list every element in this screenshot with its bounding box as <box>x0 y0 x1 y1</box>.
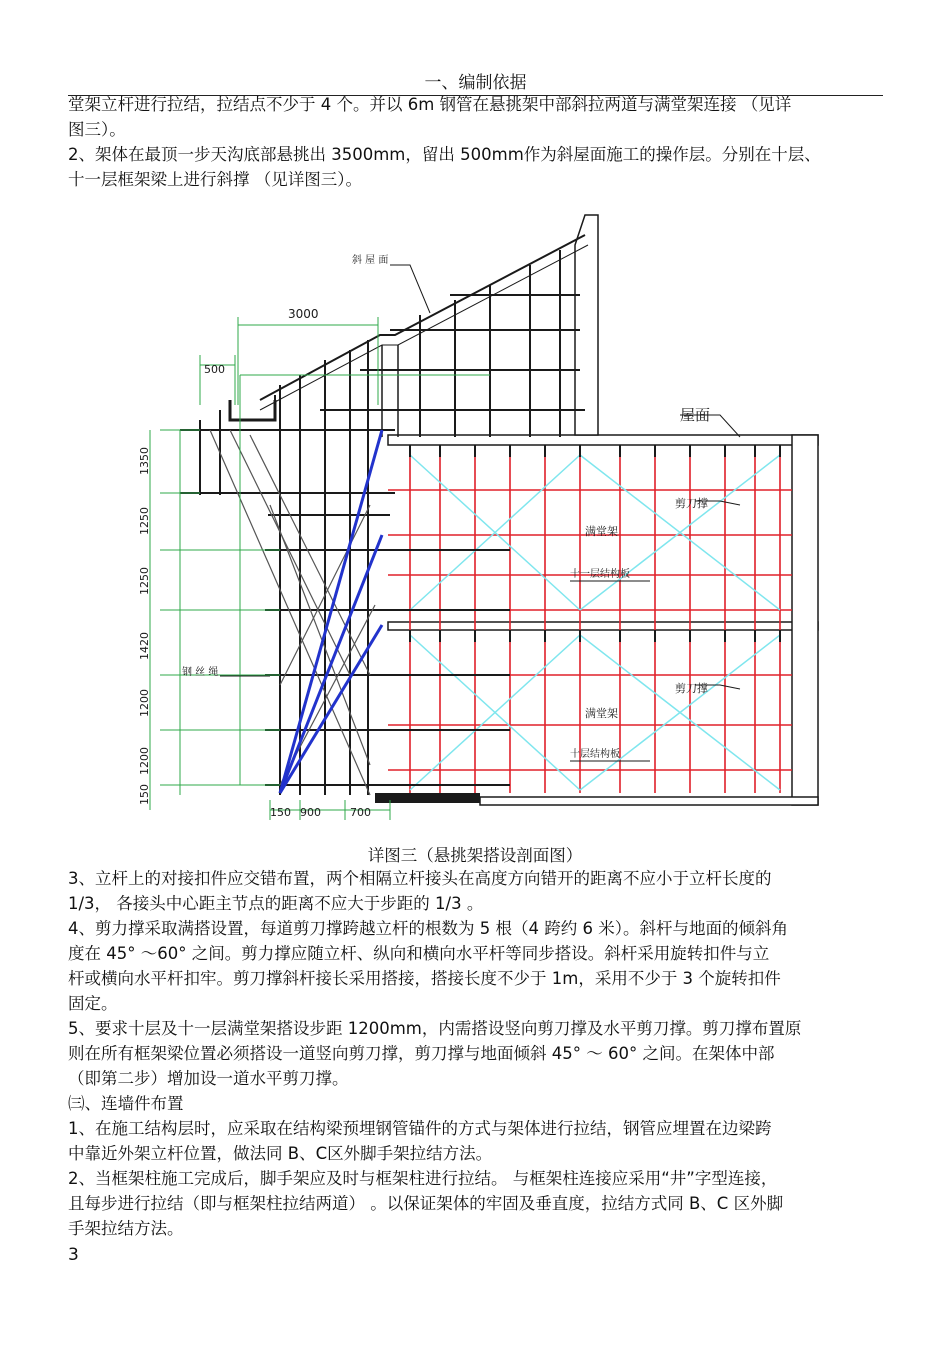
dim-1200: 1200 <box>138 747 151 775</box>
text-line: 3、立杆上的对接扣件应交错布置，两个相隔立杆接头在高度方向错开的距离不应小于立杆长度的 <box>68 869 772 888</box>
dim-3000: 3000 <box>288 307 319 321</box>
dim-500: 500 <box>204 363 225 376</box>
dim-1250: 1250 <box>138 507 151 535</box>
text-line: 则在所有框架梁位置必须搭设一道竖向剪刀撑，剪刀撑与地面倾斜 45° ～ 60° 之间。在架体中部 <box>68 1044 775 1063</box>
dim-1250: 1250 <box>138 567 151 595</box>
dim-700: 700 <box>350 806 371 819</box>
wire-ropes <box>280 430 382 793</box>
wire-rope-label: 钢 丝 绳 <box>182 667 219 678</box>
full-frame-label: 满堂架 <box>585 525 618 538</box>
figure-caption: 详图三（悬挑架搭设剖面图） <box>367 846 583 865</box>
full-frame-label: 满堂架 <box>585 707 618 720</box>
text-line: 5、要求十层及十一层满堂架搭设步距 1200mm，内需搭设竖向剪刀撑及水平剪刀撑。剪刀撑布置原 <box>68 1019 802 1038</box>
dimension-lines <box>150 317 390 820</box>
slope-roof-label: 斜 屋 面 <box>352 255 389 266</box>
dim-900: 900 <box>300 806 321 819</box>
page-number: 3 <box>68 1245 79 1265</box>
shear-brace-label: 剪刀撑 <box>675 682 708 695</box>
text-line: 1、在施工结构层时，应采取在结构梁预埋钢管锚件的方式与架体进行拉结，钢管应埋置在边梁跨 <box>68 1119 772 1138</box>
slope-roof <box>260 235 588 437</box>
text-line: 堂架立杆进行拉结，拉结点不少于 4 个。并以 6m 钢管在悬挑架中部斜拉两道与满堂架连接 （见详 <box>68 95 792 114</box>
slab-10-label: 十层结构板 <box>570 749 620 760</box>
text-line: 4、剪力撑采取满搭设置，每道剪刀撑跨越立杆的根数为 5 根（4 跨约 6 米）。斜杆与地面的倾斜角 <box>68 919 788 938</box>
building-structure <box>230 215 818 805</box>
body-paragraphs <box>68 866 888 1241</box>
text-line: 度在 45° ～60° 之间。剪力撑应随立杆、纵向和横向水平杆等同步搭设。斜杆采用旋转扣件与立 <box>68 944 770 963</box>
dim-1420: 1420 <box>138 632 151 660</box>
text-line: （即第二步）增加设一道水平剪刀撑。 <box>68 1069 349 1088</box>
dim-1200: 1200 <box>138 689 151 717</box>
roof-label: 屋面 <box>680 406 711 424</box>
text-line: 固定。 <box>68 994 118 1013</box>
dim-150: 150 <box>270 806 291 819</box>
text-line: 图三）。 <box>68 120 126 139</box>
slab-11-label: 十一层结构板 <box>570 569 630 580</box>
text-line: 手架拉结方法。 <box>68 1219 184 1238</box>
dim-150: 150 <box>138 784 151 805</box>
text-line: 且每步进行拉结（即与框架柱拉结两道） 。以保证架体的牢固及垂直度，拉结方式同 B、C 区外脚 <box>68 1194 784 1213</box>
text-line: 十一层框架梁上进行斜撑 （见详图三）。 <box>68 170 362 189</box>
intro-paragraph <box>68 92 888 192</box>
page-header: 一、编制依据 <box>68 68 883 96</box>
dim-1350: 1350 <box>138 447 151 475</box>
section-heading: ㈢、连墙件布置 <box>68 1094 184 1113</box>
text-line: 1/3， 各接头中心距主节点的距离不应大于步距的 1/3 。 <box>68 894 484 913</box>
text-line: 中靠近外架立杆位置，做法同 B、C区外脚手架拉结方法。 <box>68 1144 493 1163</box>
text-line: 2、当框架柱施工完成后，脚手架应及时与框架柱进行拉结。 与框架柱连接应采用“井”字型连接， <box>68 1169 778 1188</box>
shear-brace-label: 剪刀撑 <box>675 497 708 510</box>
label-leaders <box>220 265 740 761</box>
text-line: 杆或横向水平杆扣牢。剪刀撑斜杆接长采用搭接，搭接长度不少于 1m，采用不少于 3 个旋转扣件 <box>68 969 781 988</box>
text-line: 2、架体在最顶一步天沟底部悬挑出 3500mm，留出 500mm作为斜屋面施工的操作层。分别在十层、 <box>68 145 821 164</box>
scaffold-section-diagram <box>120 205 830 835</box>
